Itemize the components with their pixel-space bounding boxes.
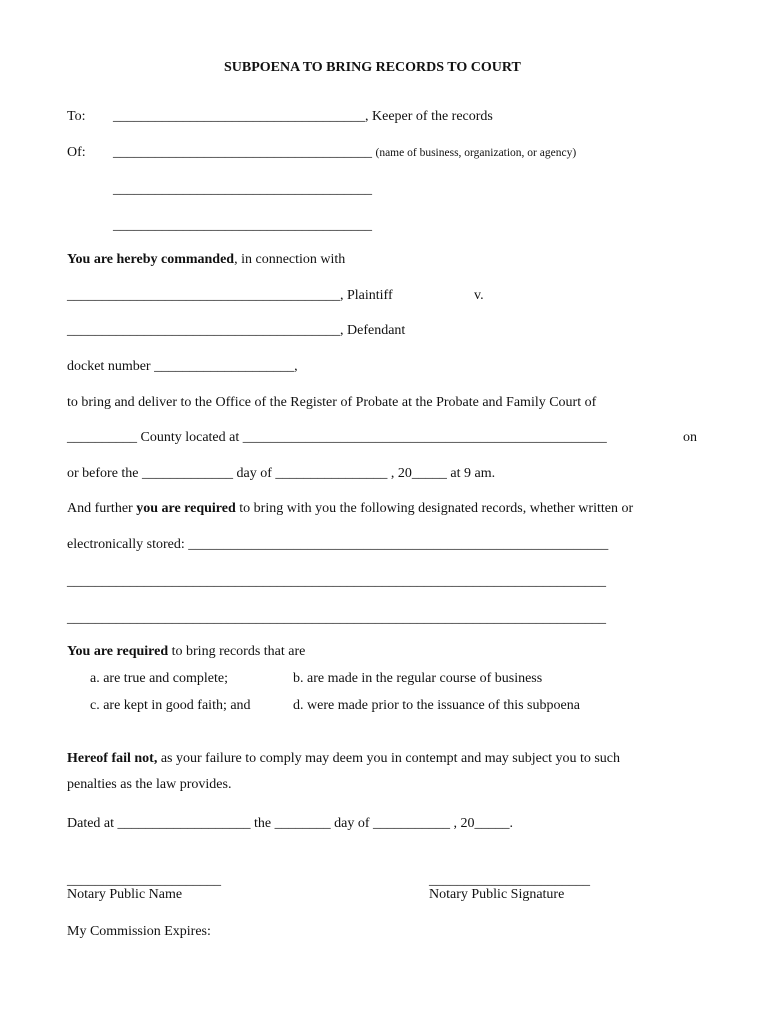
- commission-expires-label: My Commission Expires:: [67, 924, 211, 939]
- plaintiff-line: [67, 287, 393, 305]
- address-line-1[interactable]: _____________________________________: [113, 182, 372, 197]
- deliver-line: to bring and deliver to the Office of the Register of Probate at the Probate and Family Court of: [67, 395, 597, 410]
- keeper-label: , Keeper of the records: [365, 109, 493, 124]
- notary-name-label: Notary Public Name: [67, 887, 183, 902]
- defendant-line: [67, 322, 405, 340]
- hereof-rest: as your failure to comply may deem you in contempt and may subject you to such: [157, 751, 621, 766]
- condition-b: b. are made in the regular course of business: [293, 671, 543, 686]
- required-line: [67, 643, 305, 661]
- condition-c: c. are kept in good faith; and: [90, 698, 251, 713]
- hereof-line: [67, 750, 620, 768]
- page-title: SUBPOENA TO BRING RECORDS TO COURT: [224, 60, 521, 75]
- defendant-blank[interactable]: _______________________________________: [67, 323, 340, 338]
- before-date-line[interactable]: or before the _____________ day of ________________ , 20_____ at 9 am.: [67, 466, 496, 481]
- further-bold: you are required: [136, 501, 236, 516]
- condition-a: a. are true and complete;: [90, 671, 228, 686]
- of-note: (name of business, organization, or agency): [375, 147, 577, 159]
- plaintiff-blank[interactable]: _______________________________________: [67, 288, 340, 303]
- records-line-2[interactable]: _____________________________________________________________________________: [67, 611, 606, 626]
- records-line-1[interactable]: _____________________________________________________________________________: [67, 574, 606, 589]
- county-label: County located at: [137, 430, 243, 445]
- docket-line[interactable]: docket number ____________________,: [67, 359, 298, 374]
- commanded-line: [67, 251, 345, 269]
- condition-d: d. were made prior to the issuance of this subpoena: [293, 698, 580, 713]
- to-label: To:: [67, 109, 86, 124]
- hereof-bold: Hereof fail not,: [67, 751, 158, 766]
- further-pre: And further: [67, 501, 137, 516]
- of-line: [113, 144, 576, 162]
- county-blank[interactable]: __________: [67, 430, 137, 445]
- to-blank[interactable]: ____________________________________: [113, 109, 365, 124]
- notary-signature-blank[interactable]: _______________________: [429, 873, 590, 888]
- required-bold: You are required: [67, 644, 169, 659]
- address-line-2[interactable]: _____________________________________: [113, 218, 372, 233]
- dated-line[interactable]: Dated at ___________________ the ________ day of ___________ , 20_____.: [67, 816, 514, 831]
- notary-signature-label: Notary Public Signature: [429, 887, 565, 902]
- of-blank[interactable]: _____________________________________: [113, 145, 372, 160]
- on-label: on: [683, 430, 697, 445]
- county-line: [67, 429, 607, 447]
- of-label: Of:: [67, 145, 86, 160]
- further-line: [67, 500, 633, 518]
- electronic-line[interactable]: electronically stored: ____________________________________________________________: [67, 537, 609, 552]
- commanded-bold: You are hereby commanded: [67, 252, 235, 267]
- plaintiff-label: , Plaintiff: [340, 288, 393, 303]
- notary-name-blank[interactable]: ______________________: [67, 873, 221, 888]
- hereof-line-2: penalties as the law provides.: [67, 777, 232, 792]
- defendant-label: , Defendant: [340, 323, 406, 338]
- further-post: to bring with you the following designated records, whether written or: [235, 501, 634, 516]
- required-rest: to bring records that are: [168, 644, 306, 659]
- court-location-blank[interactable]: ____________________________________________________: [242, 430, 607, 445]
- to-line: [113, 108, 493, 126]
- commanded-rest: , in connection with: [234, 252, 346, 267]
- versus-label: v.: [474, 288, 484, 303]
